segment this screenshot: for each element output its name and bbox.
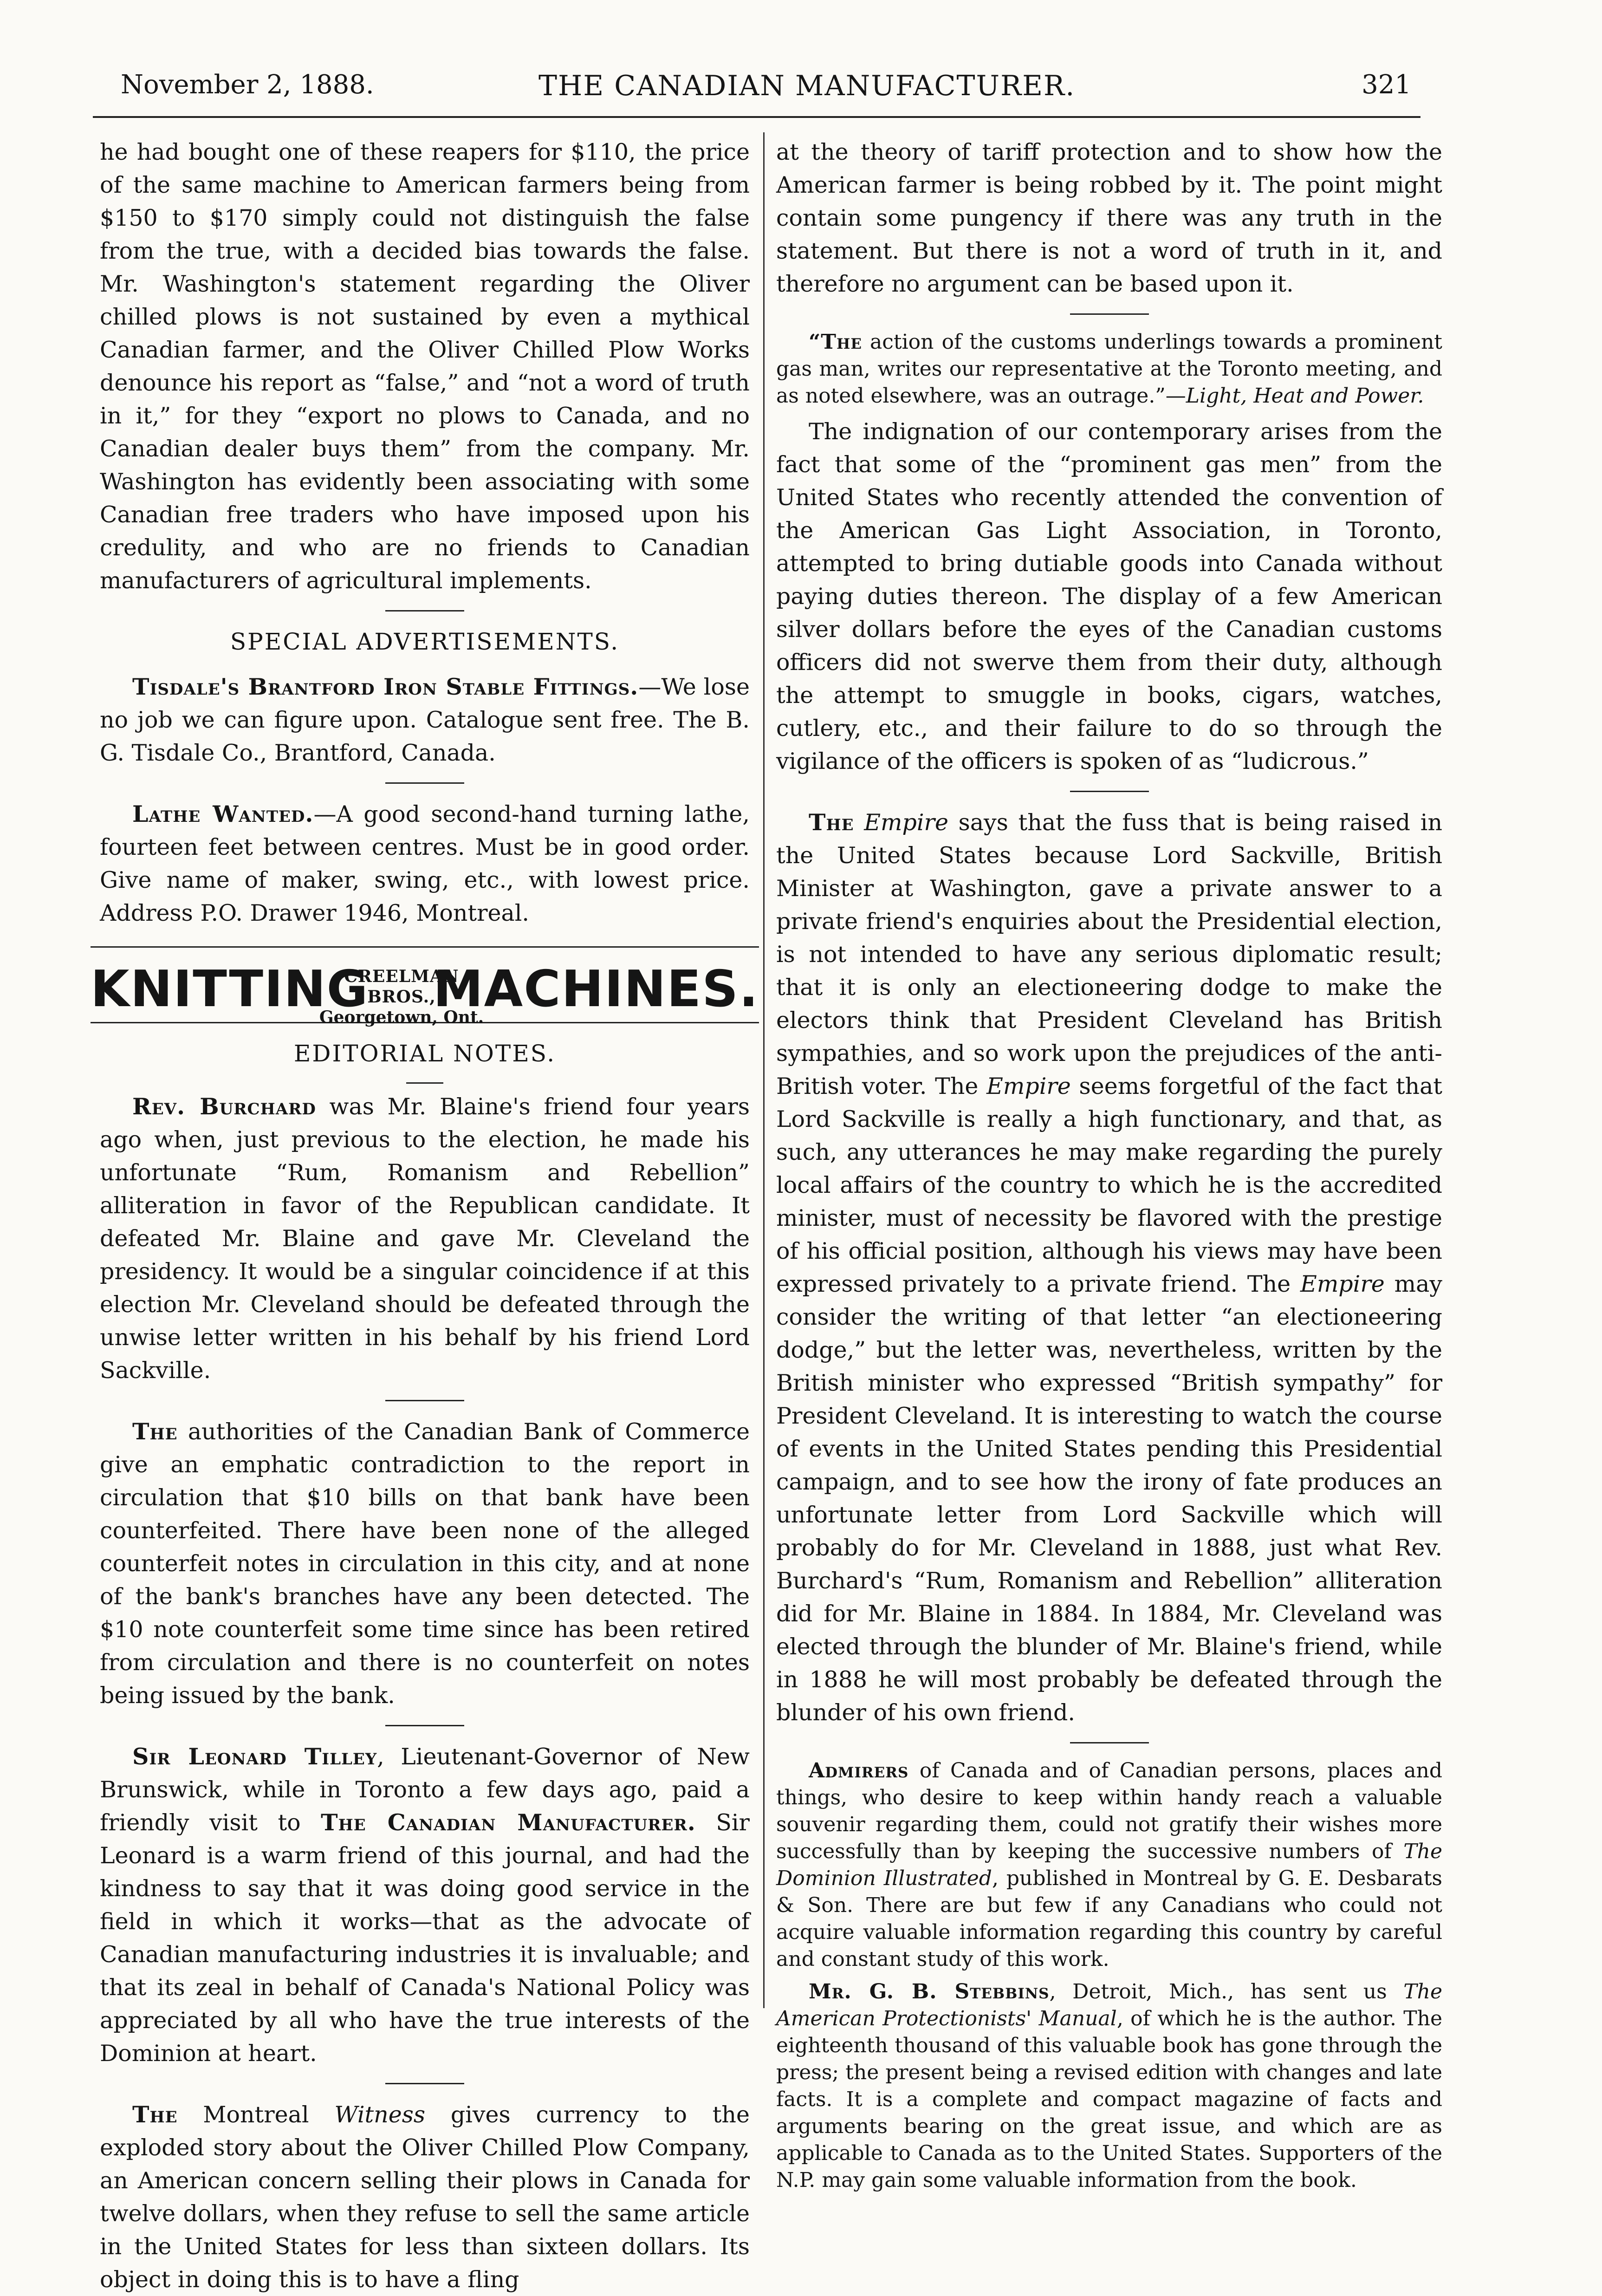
admirers-a: of Canada and of Canadian persons, places and things, who desire to keep within handy reach a valuable souvenir regarding them, could not gratify their wishes more successfully than by keeping the successive numbers of [776,1759,1442,1863]
editorial-notes-heading: EDITORIAL NOTES. [293,1040,556,1067]
ad-creelman-location: Georgetown, Ont. [319,1008,484,1027]
ad-knitting-word: KNITTING [91,960,369,1018]
admirers-b: , published in Montreal by G. E. Desbarats & Son. There are but few if any Canadians who could not acquire valuable information regarding this country by careful and constant study of this work. [776,1867,1442,1971]
admirers-italic: The Dominion Illustrated [776,1840,1442,1890]
right-column [776,136,1442,2194]
separator [385,1400,464,1401]
empire-body-a: says that the fuss that is being raised in the United States because Lord Sackville, British Minister at Washington, gave a private answer to a private friend's enquiries about the Presidential election, is not intended to have any serious diplomatic result; that it is only an electioneering dodge to make the electors think that President Cleveland has British sympathies, and so work upon the prejudices of the anti-British voter. The [776,809,1442,1099]
left-column [91,136,759,2296]
note-witness-lead: The [132,2101,178,2128]
admirers-lead: Admirers [809,1759,909,1782]
header-date: November 2, 1888. [121,70,374,100]
spacer [776,410,1442,415]
note-witness-italic: Witness [334,2101,426,2128]
ad-lathe [100,798,750,930]
empire-name-3: Empire [1300,1271,1385,1297]
paragraph-stebbins [776,1978,1442,2194]
empire-name-2: Empire [986,1073,1071,1099]
note-burchard [100,1090,750,1387]
note-bank-of-commerce [100,1415,750,1712]
note-bank-lead: The [132,1418,178,1445]
column-divider [763,132,765,2008]
separator-short [406,1082,443,1084]
knitting-machines-ad [91,946,759,1027]
separator [385,1725,464,1726]
note-tilley-journal: The Canadian Manufacturer. [321,1809,696,1836]
separator [1070,1742,1149,1743]
page-header [121,70,1411,107]
header-title: THE CANADIAN MANUFACTURER. [538,70,1076,102]
paragraph-reapers: he had bought one of these reapers for $110, the price of the same machine to American farmers being from $150 to $170 simply could not distinguish the false from the true, with a decided bias towards the false. Mr. Washington's statement regarding the Oliver chilled plows is not sustained by even a mythical Canadian farmer, and the Oliver Chilled Plow Works denounce his report as “false,” and “not a word of truth in it,” for they “export no plows to Canada, and no Canadian dealer buys them” from the company. Mr. Washington has evidently been associating with some Canadian free traders who have imposed upon his credulity, and who are no friends to Canadian manufacturers of agricultural implements. [100,139,750,594]
ad-tisdale-body: —We lose no job we can figure upon. Catalogue sent free. The B. G. Tisdale Co., Brantford, Canada. [100,674,750,766]
ad-machines-word: MACHINES. [433,960,759,1018]
note-tilley-body-b: Sir Leonard is a warm friend of this journal, and had the kindness to say that it was doing good service in the field in which it works—that as the advocate of Canadian manufacturing industries it is invaluable; and that its zeal in behalf of Canada's National Policy was appreciated by all who have the true interests of the Dominion at heart. [100,1809,750,2067]
quote-body: action of the customs underlings towards a prominent gas man, writes our representative at the Toronto meeting, and as noted elsewhere, was an outrage.”— [776,330,1442,408]
note-tilley-lead: Sir Leonard Tilley [132,1743,377,1770]
note-tilley [100,1740,750,2070]
ad-creelman-name: CREELMAN BROS., [344,967,459,1007]
separator [385,610,464,611]
separator [1070,791,1149,792]
empire-body-b: seems forgetful of the fact that Lord Sackville is really a high functionary, and that, as such, any utterances he may make regarding the purely local affairs of the country to which he is the accredited minister, must of necessity be flavored with the prestige of his official position, although his views may have been expressed privately to a private friend. The [776,1073,1442,1297]
special-advertisements-heading: SPECIAL ADVERTISEMENTS. [230,628,620,655]
note-burchard-body: was Mr. Blaine's friend four years ago when, just previous to the election, he made his unfortunate “Rum, Romanism and Rebellion” alliteration in favor of the Republican candidate. It defeated Mr. Blaine and gave Mr. Cleveland the presidency. It would be a singular coincidence if at this election Mr. Cleveland should be defeated through the unwise letter written in his behalf by his friend Lord Sackville. [100,1093,750,1384]
note-witness [100,2098,750,2296]
empire-lead: The [809,809,854,836]
note-tilley-body-a: , Lieutenant-Governor of New Brunswick, while in Toronto a few days ago, paid a friendly visit to [100,1743,750,1836]
empire-body-c: may consider the writing of that letter “an electioneering dodge,” but the letter was, nevertheless, written by the British minister who expressed “British sympathy” for President Cleveland. It is interesting to watch the course of events in the United States pending this Presidential campaign, and to see how the irony of fate produces an unfortunate letter from Lord Sackville which will probably do for Mr. Cleveland in 1888, just what Rev. Burchard's “Rum, Romanism and Rebellion” alliteration did for Mr. Blaine in 1884. In 1884, Mr. Cleveland was elected through the blunder of Mr. Blaine's friend, while in 1888 he will most probably be defeated through the blunder of his own friend. [776,1271,1442,1726]
ad-tisdale [100,670,750,769]
stebbins-lead: Mr. G. B. Stebbins [809,1980,1050,2003]
stebbins-b: , of which he is the author. The eighteenth thousand of this valuable book has gone through the press; the present being a revised edition with changes and late facts. It is a complete and compact magazine of facts and arguments bearing on the great issue, and which are as applicable to Canada as to the United States. Supporters of the N.P. may gain some valuable information from the book. [776,2007,1443,2192]
ad-lathe-body: —A good second-hand turning lathe, fourteen feet between centres. Must be in good order. Give name of maker, swing, etc., with lowest price. Address P.O. Drawer 1946, Montreal. [100,801,750,926]
quote-source: Light, Heat and Power. [1186,384,1424,408]
empire-name-1: Empire [864,809,948,836]
paragraph-empire [776,806,1442,1729]
note-witness-b: gives currency to the exploded story about the Oliver Chilled Plow Company, an American concern selling their plows in Canada for twelve dollars, when they refuse to sell the same article in the United States for less than sixteen dollars. Its object in doing this is to have a fling [100,2101,750,2293]
separator [1070,313,1149,315]
spacer [776,1973,1442,1978]
stebbins-italic: The American Protectionists' Manual [776,1980,1442,2030]
ad-lathe-lead: Lathe Wanted. [132,800,314,827]
note-burchard-lead: Rev. Burchard [132,1093,316,1120]
paragraph-tariff-continued: at the theory of tariff protection and to show how the American farmer is being robbed by it. The point might contain some pungency if there was any truth in the statement. But there is not a word of truth in it, and therefore no argument can be based upon it. [776,139,1442,297]
paragraph-gas-men: The indignation of our contemporary arises from the fact that some of the “prominent gas men” from the United States who recently attended the convention of the American Gas Light Association, in Toronto, attempted to bring dutiable goods into Canada without paying duties thereon. The display of a few American silver dollars before the eyes of the Canadian customs officers did not swerve them from their duty, although the attempt to smuggle in books, cigars, watches, cutlery, etc., and their failure to do so through the vigilance of the officers is spoken of as “ludicrous.” [776,418,1442,774]
quote-light-heat-power [776,329,1442,410]
note-bank-body: authorities of the Canadian Bank of Commerce give an emphatic contradiction to the report in circulation that $10 bills on that bank have been counterfeited. There have been none of the alleged counterfeit notes in circulation in this city, and at none of the bank's branches have any been detected. The $10 note counterfeit some time since has been retired from circulation and there is no counterfeit on notes being issued by the bank. [100,1418,750,1709]
separator [385,2083,464,2084]
header-page-number: 321 [1362,70,1411,100]
separator [385,782,464,784]
note-witness-a: Montreal [177,2101,335,2128]
header-rule [93,116,1420,118]
ad-tisdale-lead: Tisdale's Brantford Iron Stable Fittings. [132,673,639,700]
paragraph-admirers [776,1757,1442,1973]
quote-lead: “The [809,330,862,354]
stebbins-a: , Detroit, Mich., has sent us [1049,1980,1404,2003]
